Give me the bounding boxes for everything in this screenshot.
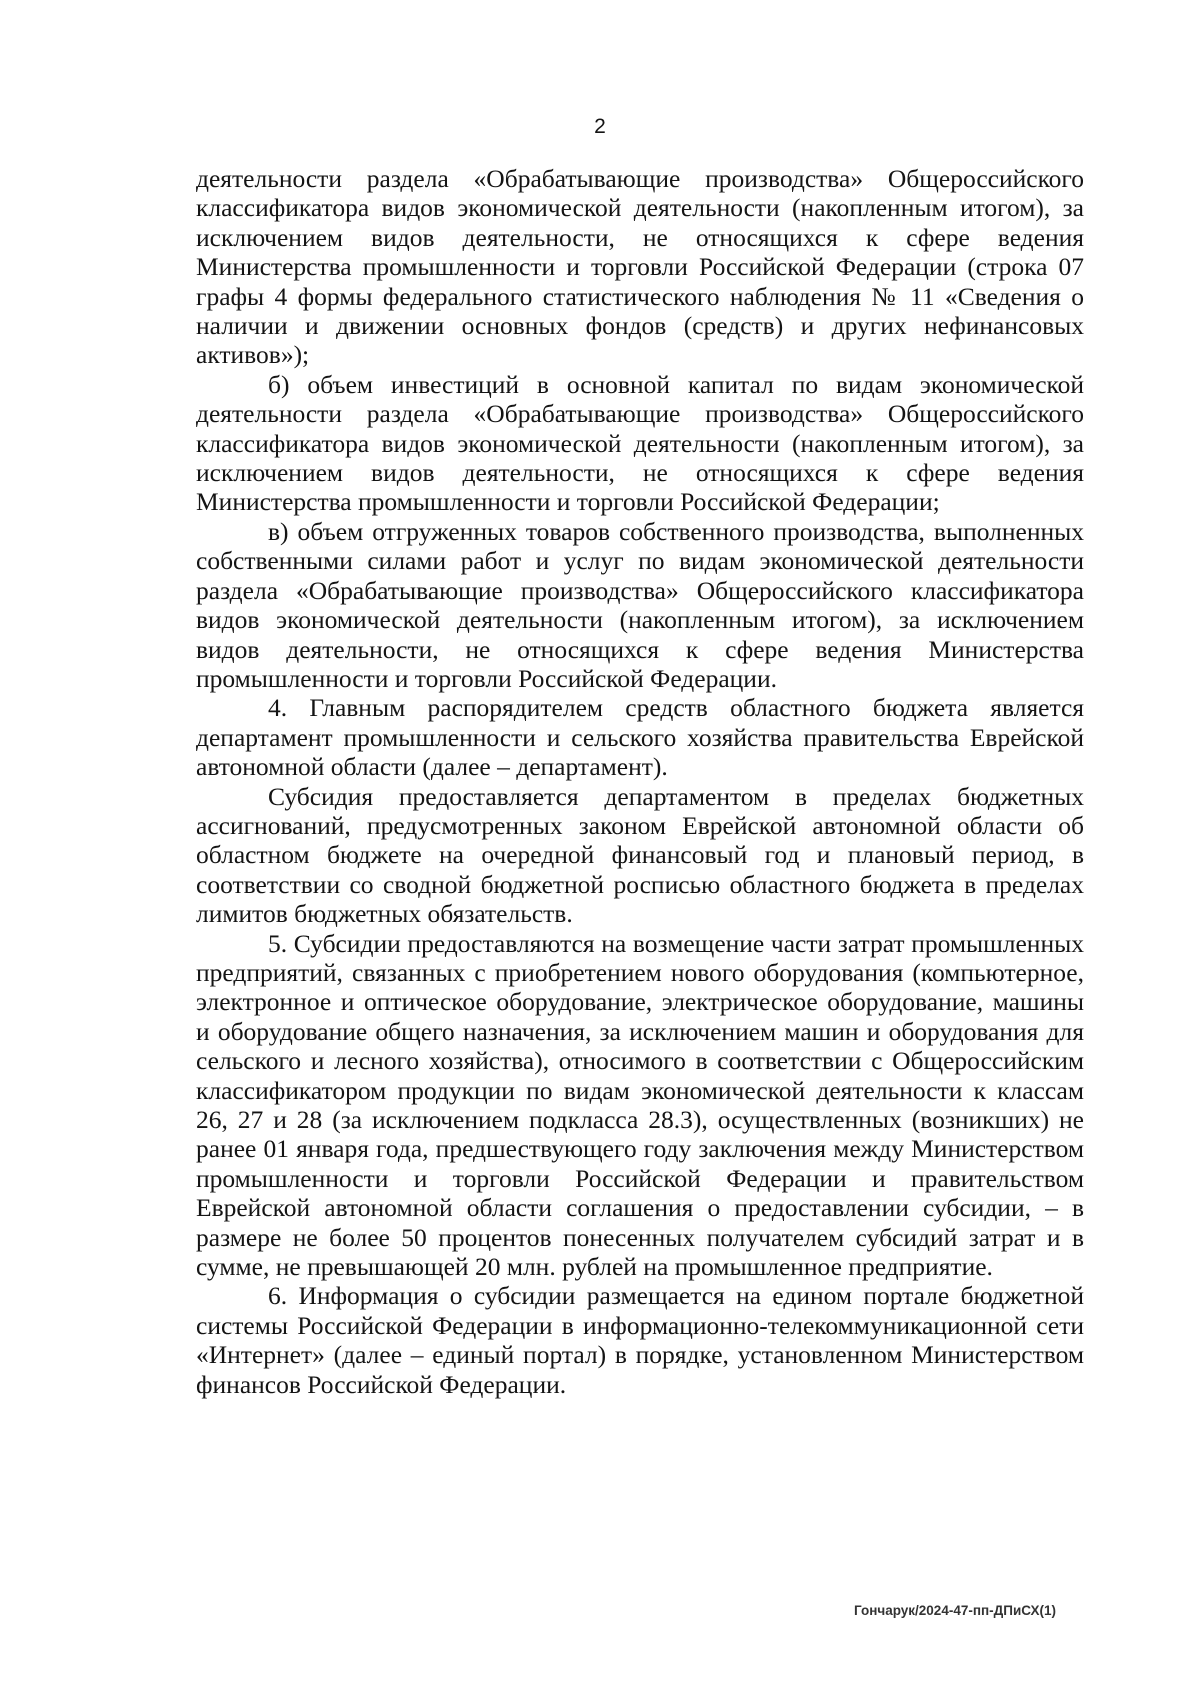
paragraph-item-b: б) объем инвестиций в основной капитал по видам экономической деятельности раздела «Обрабатывающие производства» Общероссийского классификатора видов экономической деятельности (накопленным итогом), за исключением видов деятельности, не относящихся к сфере ведения Министерства промышленности и торговли Российской Федерации; bbox=[196, 369, 1084, 517]
document-body bbox=[196, 164, 1084, 1399]
paragraph-clause-4: 4. Главным распорядителем средств областного бюджета является департамент промышленности и сельского хозяйства правительства Еврейской автономной области (далее – департамент). bbox=[196, 693, 1084, 782]
paragraph-subsidy-provision: Субсидия предоставляется департаментом в пределах бюджетных ассигнований, предусмотренных законом Еврейской автономной области об областном бюджете на очередной финансовый год и плановый период, в соответствии со сводной бюджетной росписью областного бюджета в пределах лимитов бюджетных обязательств. bbox=[196, 781, 1084, 929]
paragraph-continuation: деятельности раздела «Обрабатывающие производства» Общероссийского классификатора видов экономической деятельности (накопленным итогом), за исключением видов деятельности, не относящихся к сфере ведения Министерства промышленности и торговли Российской Федерации (строка 07 графы 4 формы федерального статистического наблюдения № 11 «Сведения о наличии и движении основных фондов (средств) и других нефинансовых активов»); bbox=[196, 164, 1084, 370]
paragraph-clause-6: 6. Информация о субсидии размещается на едином портале бюджетной системы Российской Федерации в информационно-телекоммуникационной сети «Интернет» (далее – единый портал) в порядке, установленном Министерством финансов Российской Федерации. bbox=[196, 1281, 1084, 1399]
footer-document-code: Гончарук/2024-47-пп-ДПиСХ(1) bbox=[853, 1603, 1056, 1618]
paragraph-item-v: в) объем отгруженных товаров собственного производства, выполненных собственными силами работ и услуг по видам экономической деятельности раздела «Обрабатывающие производства» Общероссийского классификатора видов экономической деятельности (накопленным итогом), за исключением видов деятельности, не относящихся к сфере ведения Министерства промышленности и торговли Российской Федерации. bbox=[196, 516, 1084, 693]
paragraph-clause-5: 5. Субсидии предоставляются на возмещение части затрат промышленных предприятий, связанных с приобретением нового оборудования (компьютерное, электронное и оптическое оборудование, электрическое оборудование, машины и оборудование общего назначения, за исключением машин и оборудования для сельского и лесного хозяйства), относимого в соответствии с Общероссийским классификатором продукции по видам экономической деятельности к классам 26, 27 и 28 (за исключением подкласса 28.3), осуществленных (возникших) не ранее 01 января года, предшествующего году заключения между Министерством промышленности и торговли Российской Федерации и правительством Еврейской автономной области соглашения о предоставлении субсидии, – в размере не более 50 процентов понесенных получателем субсидий затрат и в сумме, не превышающей 20 млн. рублей на промышленное предприятие. bbox=[196, 928, 1084, 1282]
page-number: 2 bbox=[594, 115, 606, 138]
